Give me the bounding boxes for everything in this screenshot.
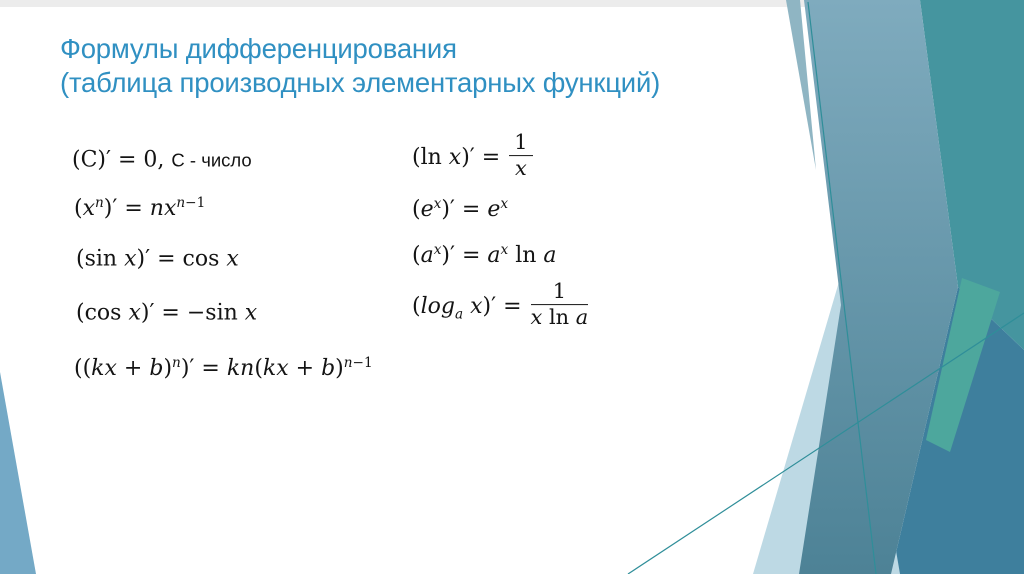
- slide-title-line-2: (таблица производных элементарных функций): [60, 67, 661, 98]
- formula-power-rule: $(x^n)' = nx^{n-1}$: [74, 194, 206, 222]
- left-wedge-shape: [0, 372, 36, 574]
- formula-constant-rule: (C)′ = 0, C - число: [72, 147, 252, 173]
- main-fan-shape: [799, 0, 958, 574]
- formula-cos-rule: (cos x)′ = −sin x: [76, 300, 258, 326]
- slide-title: [60, 32, 660, 100]
- formula-log-a-rule: ($\log_a$ x)′ = $\frac{1}{\text{x ln a}}$: [412, 279, 589, 330]
- slide-title-line-1: Формулы дифференцирования: [60, 33, 457, 64]
- formula-ln-rule: (ln x)′ = $\frac{1}{x}$: [412, 133, 535, 183]
- shallow-accent-line: [628, 313, 1024, 574]
- top-edge-strip: [0, 0, 1024, 7]
- formula-sin-rule: (sin x)′ = cos x: [76, 246, 239, 272]
- formula-exp-a-rule: $(a^x)' = a^x$ ln a: [412, 241, 557, 269]
- formula-exp-e-rule: $(e^x)' = e^x$: [412, 195, 509, 223]
- mint-accent-shape: [926, 278, 1000, 452]
- formula-linear-composite-rule: ((kx + b)$^n$)′ = kn(kx + b)$^{n-1}$: [74, 354, 373, 382]
- steep-accent-line: [808, 2, 876, 574]
- deep-bottom-shape: [891, 287, 1024, 574]
- top-sliver-shape: [786, 0, 816, 170]
- pale-triangle-shape: [753, 258, 900, 574]
- teal-top-shape: [920, 0, 1024, 350]
